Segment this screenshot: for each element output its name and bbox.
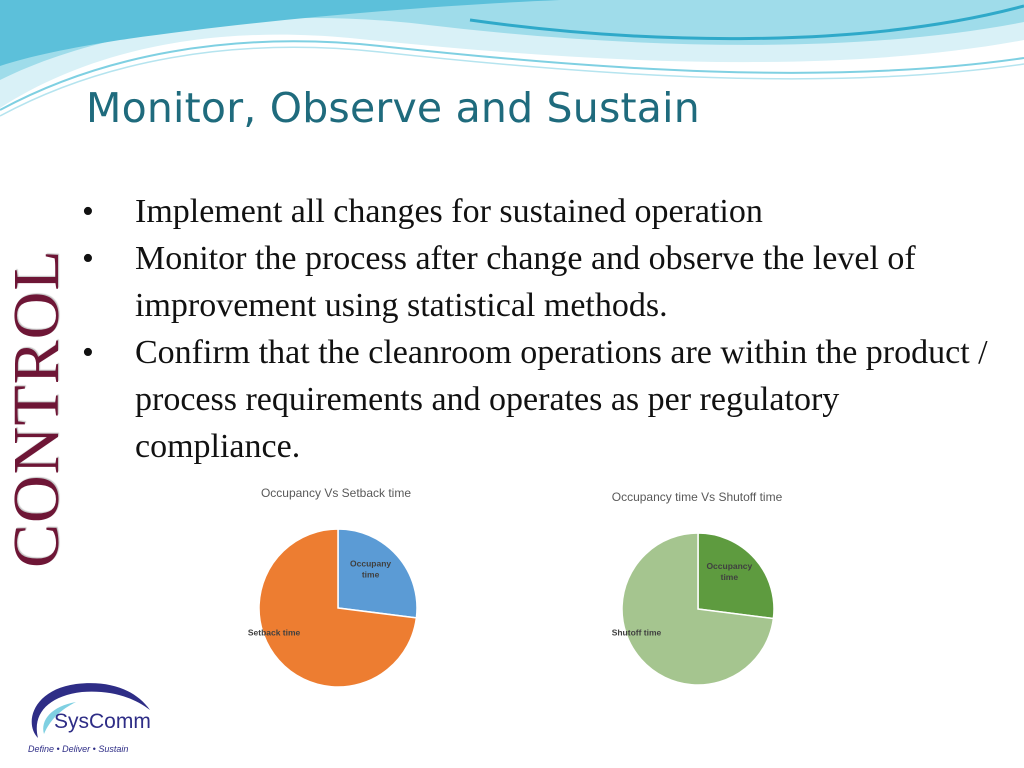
bullet-item bbox=[80, 329, 1000, 470]
logo-tagline: Define • Deliver • Sustain bbox=[28, 744, 129, 754]
bullet-dot: • bbox=[82, 334, 94, 371]
bullet-item bbox=[80, 235, 1000, 329]
slide-title: Monitor, Observe and Sustain bbox=[86, 84, 700, 132]
bullet-text: Implement all changes for sustained operation bbox=[135, 193, 763, 230]
bullet-text: Confirm that the cleanroom operations are within the product / process requirements and operates as per regulatory compliance. bbox=[135, 334, 988, 465]
bullet-dot: • bbox=[82, 193, 94, 230]
occupancy-setback-chart bbox=[238, 478, 434, 704]
bullet-list bbox=[80, 188, 1000, 470]
chart-title: Occupancy Vs Setback time bbox=[260, 486, 412, 500]
chart-title: Occupancy time Vs Shutoff time bbox=[611, 490, 783, 504]
bullet-dot: • bbox=[82, 240, 94, 277]
pie-slice-label: Occupancy time bbox=[706, 561, 753, 583]
logo-name: SysComm bbox=[54, 710, 151, 733]
bullet-text: Monitor the process after change and observe the level of improvement using statistical methods. bbox=[135, 240, 916, 324]
pie-slice-label: Setback time bbox=[247, 627, 301, 638]
side-label-control: CONTROL bbox=[0, 249, 73, 568]
pie-chart bbox=[611, 532, 775, 686]
syscomm-logo bbox=[18, 676, 158, 760]
pie-chart bbox=[247, 528, 418, 688]
pie-slice-label: Occupany time bbox=[350, 558, 392, 580]
occupancy-shutoff-chart bbox=[584, 480, 810, 706]
bullet-item bbox=[80, 188, 1000, 235]
pie-slice-label: Shutoff time bbox=[611, 627, 662, 638]
